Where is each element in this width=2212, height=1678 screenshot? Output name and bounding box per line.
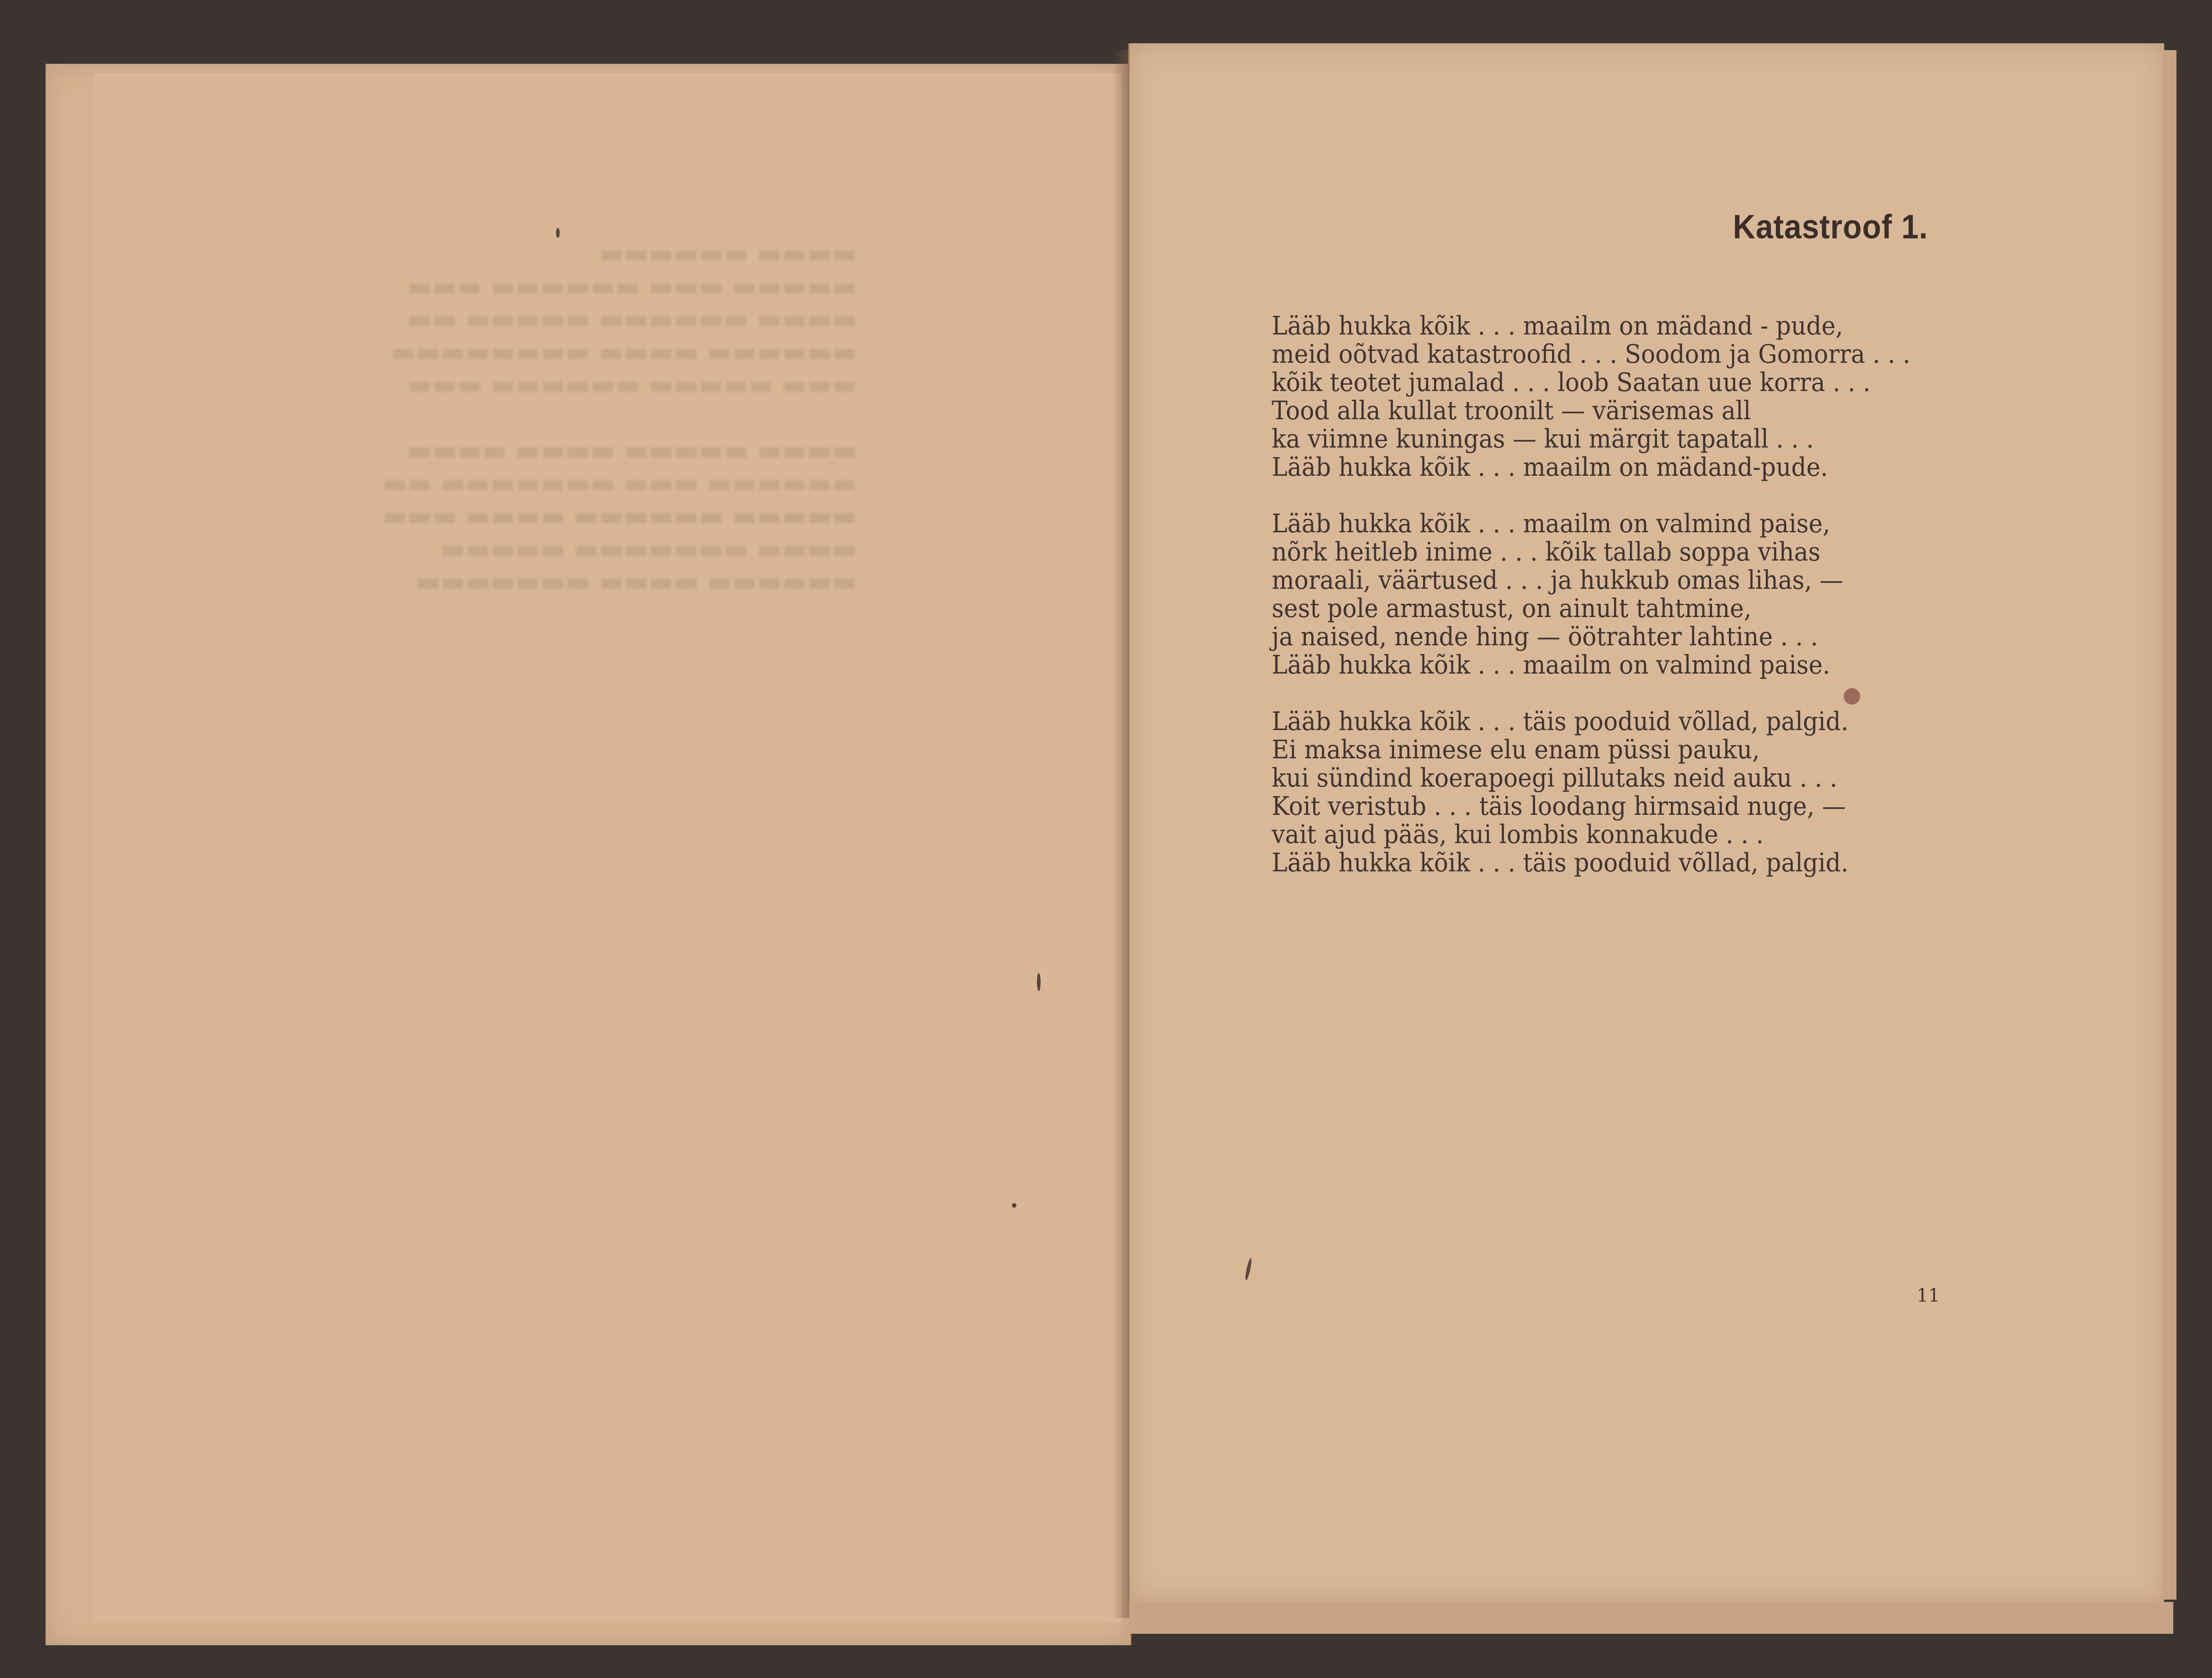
bleed-through-text: ▬▬▬▬ ▬▬▬▬▬▬ ▬▬▬▬▬ ▬▬▬ ▬▬▬▬▬▬ ▬▬▬ ▬▬▬▬ ▬▬▬▬▬▬ ▬▬▬▬▬ ▬▬ ▬▬▬▬▬▬ ▬▬▬▬ ▬▬▬▬▬▬▬▬ ▬▬▬ ▬▬▬▬▬ ▬▬▬▬▬▬ ▬▬▬ ▬▬▬▬ ▬▬▬▬▬ ▬▬▬▬ ▬▬▬▬ ▬▬▬▬▬▬ ▬▬▬ ▬▬▬▬▬▬▬ ▬▬ ▬▬▬▬▬ ▬▬▬▬▬▬ ▬▬▬▬ ▬▬▬ ▬▬▬▬ ▬▬▬▬▬▬▬ ▬▬▬▬▬ ▬▬▬▬▬▬ ▬▬▬▬ ▬▬▬▬▬▬▬ (382, 238, 857, 597)
poem-line: Tood alla kullat troonilt — värisemas all (1272, 396, 1751, 426)
page-stack-bottom (1129, 1602, 2173, 1634)
poem-line: kui sündind koerapoegi pillutaks neid auku . . . (1272, 763, 1837, 793)
poem-line: Lääb hukka kõik . . . maailm on valmind paise. (1272, 650, 1830, 680)
poem-line: Ei maksa inimese elu enam püssi pauku, (1272, 735, 1760, 765)
poem-title: Katastroof 1. (1732, 208, 1928, 246)
poem-line: Lääb hukka kõik . . . täis pooduid võllad, palgid. (1272, 848, 1849, 878)
poem-line: ja naised, nende hing — öötrahter lahtine . . . (1272, 622, 1818, 652)
poem-line: Lääb hukka kõik . . . täis pooduid võllad, palgid. (1272, 707, 1849, 736)
poem-line: meid oõtvad katastroofid . . . Soodom ja Gomorra . . . (1272, 340, 1911, 369)
paper-mark (556, 228, 560, 238)
poem-line: moraali, väärtused . . . ja hukkub omas lihas, — (1272, 566, 1844, 595)
poem-line: Lääb hukka kõik . . . maailm on mädand-pude. (1272, 453, 1828, 482)
poem-line: vait ajud pääs, kui lombis konnakude . . . (1272, 820, 1764, 849)
poem-line: Koit veristub . . . täis loodang hirmsaid nuge, — (1272, 792, 1846, 821)
stanza (1272, 708, 1937, 877)
poem-line: nõrk heitleb inime . . . kõik tallab soppa vihas (1272, 537, 1820, 567)
page-number: 11 (1917, 1285, 1940, 1306)
paper-mark (1012, 1203, 1016, 1208)
poem-line: Lääb hukka kõik . . . maailm on valmind paise, (1272, 509, 1830, 539)
paper-mark (1037, 973, 1041, 991)
stanza (1272, 510, 1937, 679)
poem-line: ka viimne kuningas — kui märgit tapatall . . . (1272, 424, 1814, 454)
poem-body (1272, 312, 1937, 906)
poem-line: sest pole armastust, on ainult tahtmine, (1272, 594, 1752, 623)
stanza (1272, 312, 1937, 482)
poem-line: kõik teotet jumalad . . . loob Saatan uue korra . . . (1272, 368, 1871, 397)
right-page-edge (2163, 50, 2176, 1600)
poem-line: Lääb hukka kõik . . . maailm on mädand - pude, (1272, 311, 1843, 341)
